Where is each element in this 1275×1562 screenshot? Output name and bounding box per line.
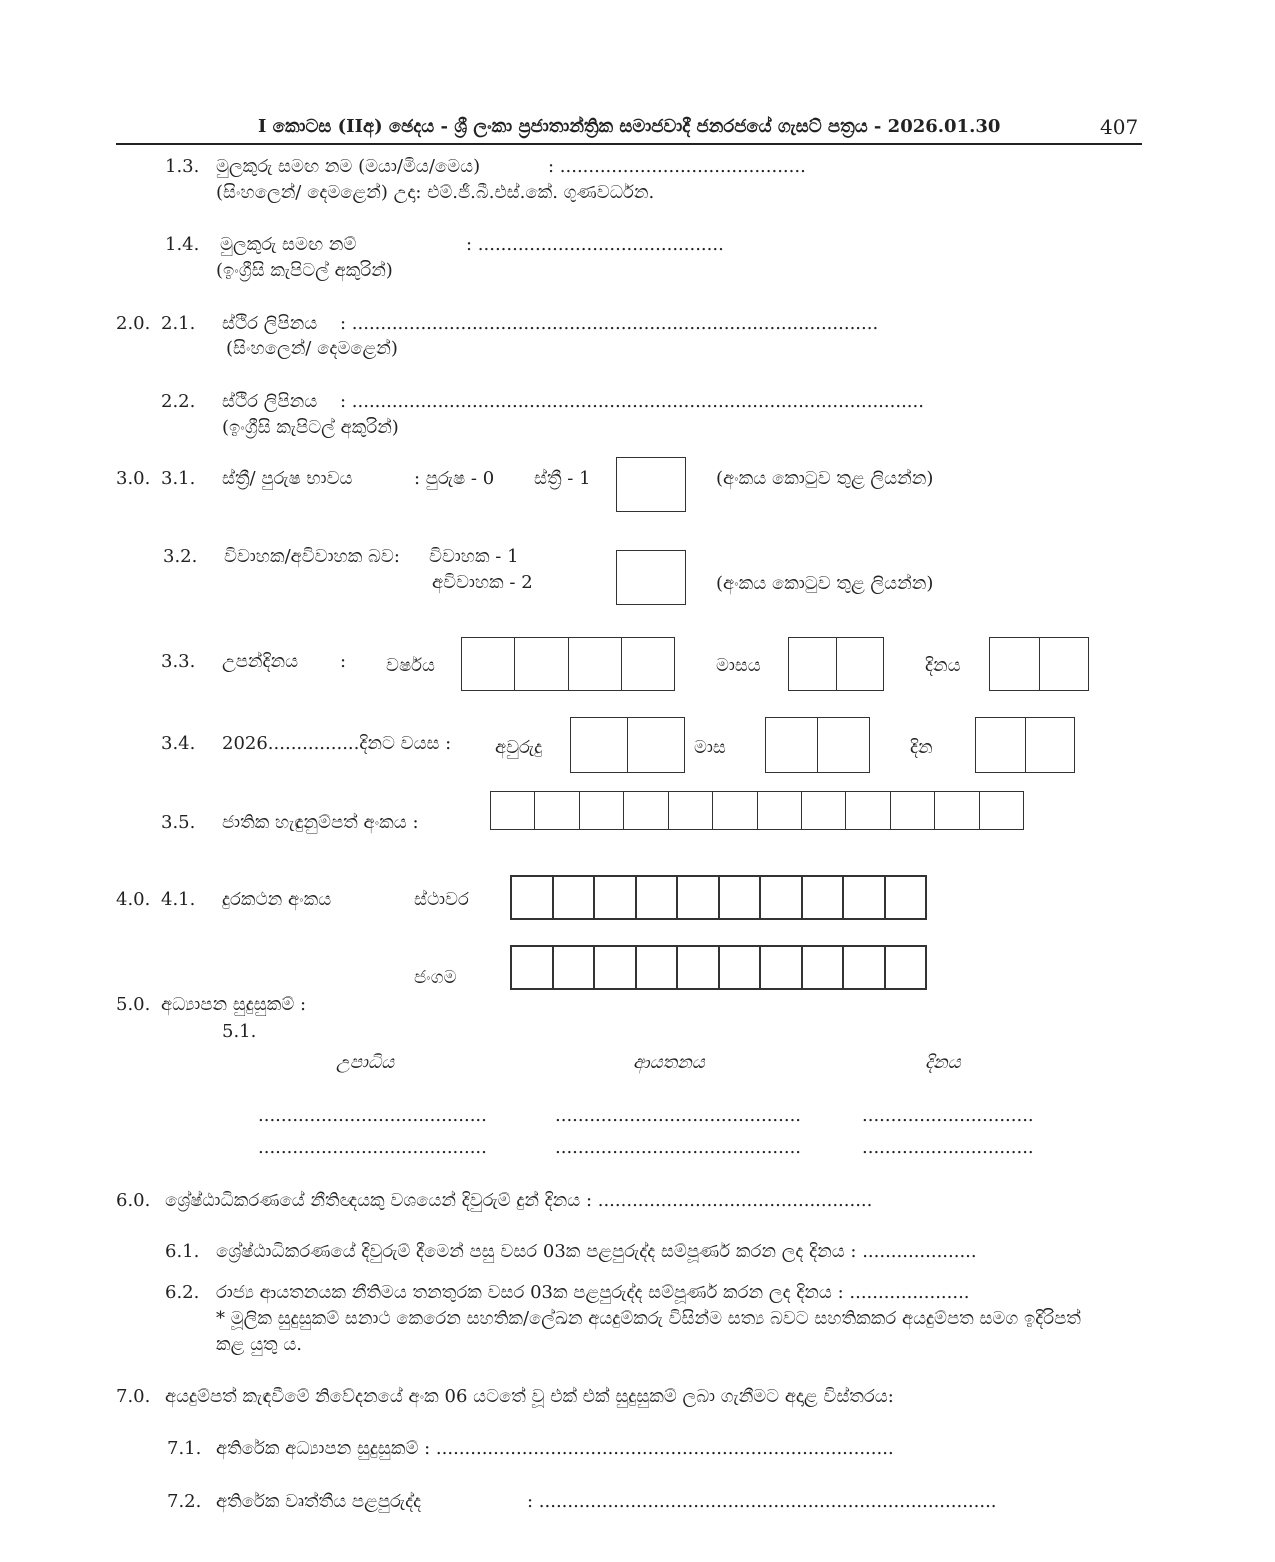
age-years-label: අවුරුදු [495,737,543,758]
marital-option-married: විවාහක - 1 [429,546,519,567]
name-with-initials-label: මුලකුරු සමඟ නම (මයා/මිය/මෙය) [216,156,481,177]
additional-experience-field[interactable]: : ................................................................................ [527,1491,997,1512]
age-months-label: මාස [694,737,726,758]
age-days-label: දින [910,737,933,758]
mobile-label: ජංගම [414,967,457,988]
gender-option-male: : පුරුෂ - 0 [414,468,495,489]
education-row-2-date[interactable]: .............................. [862,1137,1034,1158]
column-header-degree: උපාධිය [336,1052,395,1073]
section-number-4-0: 4.0. [116,889,151,910]
item-number-3-5: 3.5. [161,812,196,833]
name-english-field[interactable]: : ........................................... [466,234,724,255]
nic-number-label: ජාතික හැඳුනුම්පත් අංකය : [222,812,419,833]
section-number-3-0: 3.0. [116,468,151,489]
certification-note-line-2: කළ යුතු ය. [216,1334,303,1355]
gender-box-instruction: (අංකය කොටුව තුළ ලියන්න) [716,468,934,489]
gender-code-box[interactable] [616,457,686,512]
section-number-7-0: 7.0. [116,1386,151,1407]
dob-day-boxes[interactable] [989,637,1089,691]
education-row-2-institution[interactable]: ........................................... [555,1137,802,1158]
item-number-3-1: 3.1. [161,468,196,489]
item-number-2-2: 2.2. [161,391,196,412]
page-header-title: I කොටස (IIඅ) ඡෙදය - ශ්‍රී ලංකා ප්‍රජාතාන්ත්‍රික සමාජවාදී ජනරජයේ ගැසට් පත්‍රය - 2026.01.30 [258,116,1001,137]
age-years-boxes[interactable] [570,717,685,773]
name-with-initials-field[interactable]: : ........................................... [548,156,806,177]
item-number-5-1: 5.1. [222,1021,257,1042]
marital-status-label: විවාහක/අවිවාහක බව: [224,546,400,567]
mobile-number-boxes[interactable] [510,945,927,990]
permanent-address-english-field[interactable]: : .................................................................................................... [340,391,924,412]
section-number-2-0: 2.0. [116,313,151,334]
three-year-experience-date-line[interactable]: ශ්‍රේෂ්ඨාධිකරණයේ දිවුරුම් දීමෙන් පසු වසර 03ක පළපුරුද්ද සම්පූර්ණ කරන ලද දිනය : .................... [216,1241,977,1262]
item-number-1-3: 1.3. [165,156,200,177]
section-number-5-0: 5.0. [116,994,151,1015]
dob-year-boxes[interactable] [461,637,675,691]
permanent-address-note: (සිංහලෙන්/ දෙමළෙන්) [226,338,398,359]
qualification-details-heading: අයදුම්පත් කැඳවීමේ නිවේදනයේ අංක 06 යටතේ වූ එක් එක් සුදුසුකම් ලබා ගැනීමට අදාළ විස්තරය: [165,1386,894,1407]
permanent-address-field[interactable]: : ............................................................................................ [340,313,879,334]
date-of-birth-colon: : [340,651,347,672]
name-english-label: මුලකුරු සමඟ නම් [220,234,357,255]
education-row-1-date[interactable]: .............................. [862,1105,1034,1126]
marital-option-unmarried: අවිවාහක - 2 [432,572,533,593]
state-legal-post-date-line[interactable]: රාජ්‍ය ආයතනයක නීතිමය තනතුරක වසර 03ක පළපුරුද්ද සම්පූර්ණ කරන ලද දිනය : ..................... [216,1282,970,1303]
header-rule [116,143,1142,145]
dob-month-boxes[interactable] [788,637,884,691]
marital-status-code-box[interactable] [616,550,686,605]
education-row-2-degree[interactable]: ........................................ [258,1137,487,1158]
dob-day-label: දිනය [925,655,961,676]
name-english-note: (ඉංග්‍රීසි කැපිටල් අකුරින්) [216,260,393,281]
gender-label: ස්ත්‍රී/ පුරුෂ භාවය [222,468,353,489]
dob-month-label: මාසය [716,655,761,676]
telephone-label: දුරකථන අංකය [222,889,332,910]
education-row-1-degree[interactable]: ........................................ [258,1105,487,1126]
additional-education-line[interactable]: අතිරේක අධ්‍යාපන සුදුසුකම් : ................................................................................ [216,1438,894,1459]
age-months-boxes[interactable] [765,717,870,773]
education-qualifications-label: අධ්‍යාපන සුදුසුකම් : [161,994,307,1015]
item-number-2-1: 2.1. [161,313,196,334]
permanent-address-english-label: ස්ථිර ලිපිනය [222,391,318,412]
landline-number-boxes[interactable] [510,875,927,920]
additional-experience-label: අතිරේක වෘත්තීය පළපුරුද්ද [216,1491,422,1512]
item-number-4-1: 4.1. [161,889,196,910]
item-number-3-3: 3.3. [161,651,196,672]
section-number-6-0: 6.0. [116,1190,151,1211]
date-of-birth-label: උපන්දිනය [222,651,299,672]
column-header-date: දිනය [925,1052,961,1073]
item-number-6-1: 6.1. [165,1241,200,1262]
permanent-address-english-note: (ඉංග්‍රීසි කැපිටල් අකුරින්) [222,417,399,438]
landline-label: ස්ථාවර [414,889,469,910]
item-number-7-2: 7.2. [167,1491,202,1512]
item-number-3-4: 3.4. [161,733,196,754]
education-row-1-institution[interactable]: ........................................... [555,1105,802,1126]
item-number-1-4: 1.4. [165,234,200,255]
dob-year-label: වර්ෂය [386,655,435,676]
item-number-7-1: 7.1. [167,1438,202,1459]
age-days-boxes[interactable] [975,717,1075,773]
permanent-address-label: ස්ථිර ලිපිනය [222,313,318,334]
page-number: 407 [1100,115,1139,139]
gender-option-female: ස්ත්‍රී - 1 [534,468,591,489]
age-as-at-label: 2026................දිනට වයස : [222,733,452,754]
column-header-institution: ආයතනය [633,1052,705,1073]
marital-box-instruction: (අංකය කොටුව තුළ ලියන්න) [716,573,934,594]
item-number-3-2: 3.2. [163,546,198,567]
item-number-6-2: 6.2. [165,1282,200,1303]
certification-note-line-1: * මූලික සුදුසුකම් සනාථ කෙරෙන සහතික/ලේඛන අයදුම්කරු විසින්ම සත්‍ය බවට සහතිකකර අයදුම්පත සමග ඉදිරිපත් [216,1308,1081,1329]
name-with-initials-note: (සිංහලෙන්/ දෙමළෙන්) උදා: එම්.ජී.බී.එස්.කේ. ගුණවර්ධන. [216,182,655,203]
oath-date-line[interactable]: ශ්‍රේෂ්ඨාධිකරණයේ නීතිඥයකු වශයෙන් දිවුරුම් දුන් දිනය : ................................................ [165,1190,873,1211]
nic-number-boxes[interactable] [490,791,1024,830]
